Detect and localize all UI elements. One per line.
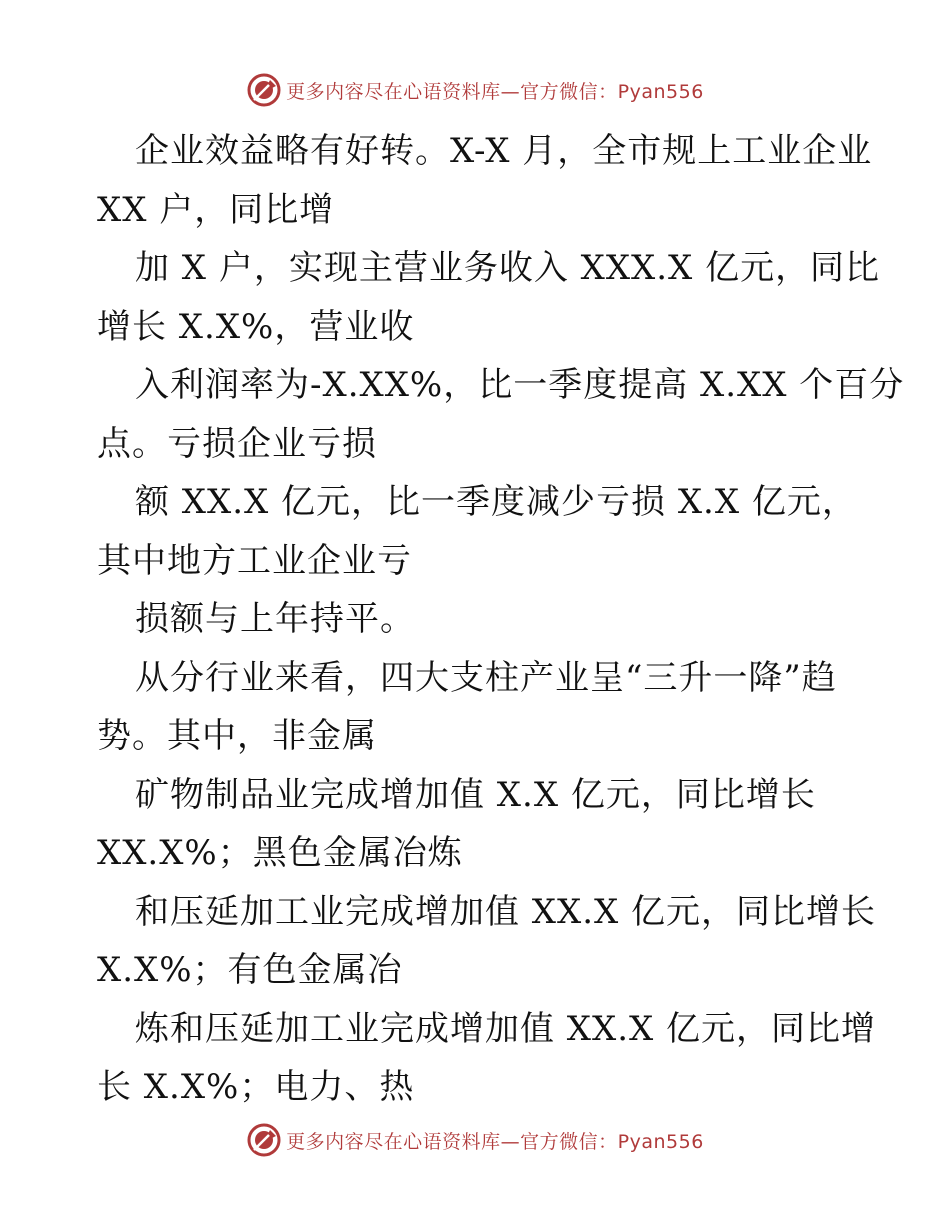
pen-logo-icon [246, 72, 282, 108]
paragraph-line: 从分行业来看，四大支柱产业呈“三升一降”趋 [135, 657, 837, 698]
paragraph-line: X.X%；有色金属冶 [97, 950, 403, 990]
paragraph-line: 增长 X.X%，营业收 [97, 306, 415, 347]
footer-banner-text: 更多内容尽在心语资料库—官方微信：Pyan556 [286, 1130, 704, 1153]
paragraph [97, 473, 857, 590]
body-text [97, 122, 905, 1117]
paragraph-line: 长 X.X%；电力、热 [97, 1067, 415, 1107]
paragraph-line: 点。亏损企业亏损 [97, 423, 377, 464]
paragraph [97, 883, 877, 1000]
footer-banner [0, 1120, 950, 1160]
paragraph-line: 炼和压延加工业完成增加值 XX.X 亿元，同比增 [135, 1008, 877, 1049]
paragraph-line: 和压延加工业完成增加值 XX.X 亿元，同比增长 [135, 891, 877, 932]
paragraph [97, 239, 881, 356]
paragraph-line: XX.X%；黑色金属冶炼 [97, 833, 463, 873]
paragraph-line: 其中地方工业企业亏 [97, 540, 412, 581]
paragraph [97, 649, 857, 766]
paragraph [97, 590, 857, 649]
paragraph-line: 入利润率为-X.XX%，比一季度提高 X.XX 个百分 [135, 365, 905, 405]
paragraph-line: 损额与上年持平。 [135, 599, 415, 639]
paragraph [97, 766, 857, 883]
paragraph-line: 额 XX.X 亿元，比一季度减少亏损 X.X 亿元， [135, 482, 857, 522]
header-banner [0, 70, 950, 110]
pen-logo-icon [246, 1122, 282, 1158]
paragraph-line: 矿物制品业完成增加值 X.X 亿元，同比增长 [135, 774, 816, 815]
paragraph [97, 1000, 877, 1117]
paragraph-line: 势。其中，非金属 [97, 716, 377, 756]
paragraph-line: 企业效益略有好转。X-X 月，全市规上工业企业 [135, 131, 873, 171]
paragraph [97, 122, 873, 239]
paragraph [97, 356, 905, 473]
paragraph-line: 加 X 户，实现主营业务收入 XXX.X 亿元，同比 [135, 248, 881, 288]
paragraph-line: XX 户，同比增 [97, 189, 335, 230]
header-banner-text: 更多内容尽在心语资料库—官方微信：Pyan556 [286, 80, 704, 103]
